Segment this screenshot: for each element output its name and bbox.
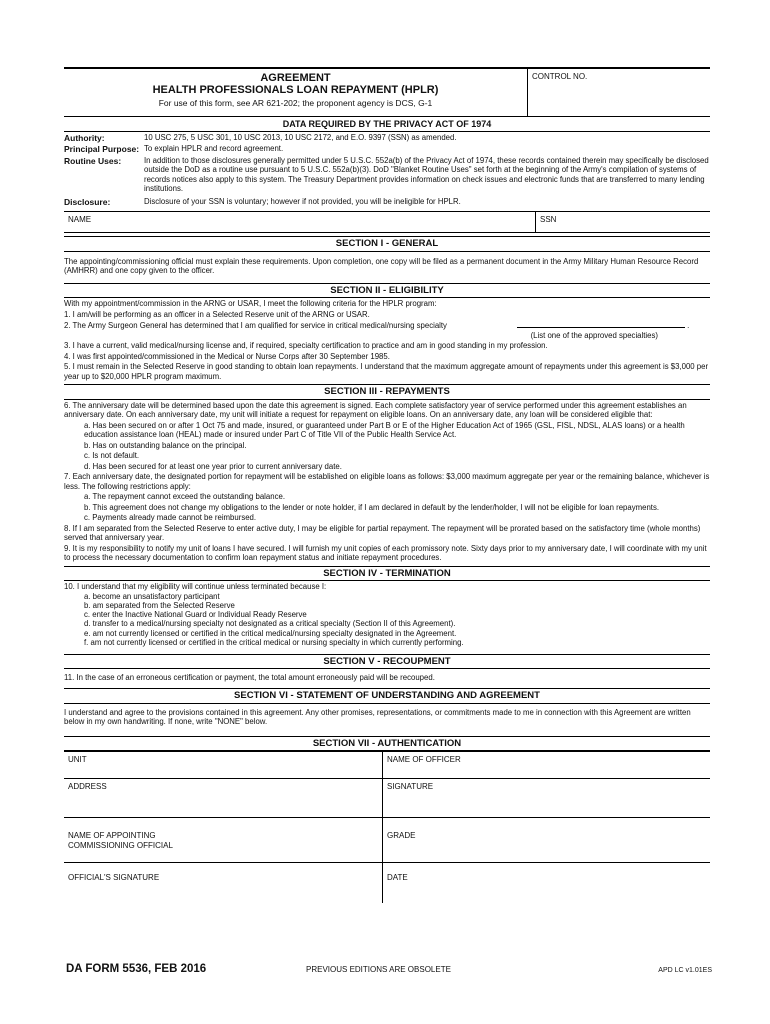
repayment-item-9: 9. It is my responsibility to notify my unit of loans I have secured. I will furnish my unit copies of each promissory note. Sixty days prior to my anniversary date, I will coordinate with my unit to process the necessary documentation to confirm loan repayment status and initiate repayment procedures. — [64, 543, 707, 563]
specialty-note: (List one of the approved specialties) — [530, 330, 658, 340]
authentication-grid — [64, 751, 710, 903]
form-header — [64, 67, 710, 117]
repayment-item-6: 6. The anniversary date will be determined based upon the date this agreement is signed. Each complete satisfactory year of service performed under this agreement establishes an anniversary date. On each anniversary date, my unit will initiate a request for repayment on eligible loans. On an anniversary date, any loan will be considered eligible that: — [64, 400, 687, 420]
commissioning-official-label: COMMISSIONING OFFICIAL — [68, 840, 173, 850]
date-label: DATE — [387, 873, 408, 883]
section-2-title: SECTION II - ELIGIBILITY — [64, 283, 710, 299]
control-number-label: CONTROL NO. — [532, 72, 588, 81]
grade-label: GRADE — [387, 831, 416, 841]
privacy-label: Principal Purpose: — [64, 144, 140, 155]
recoupment-text: 11. In the case of an erroneous certification or payment, the total amount erroneously paid will be recouped. — [64, 673, 435, 683]
termination-item-10: 10. I understand that my eligibility will continue unless terminated because I: — [64, 582, 327, 592]
auth-row — [64, 818, 710, 863]
termination-item-c: c. enter the Inactive National Guard or Individual Ready Reserve — [84, 610, 307, 620]
eligibility-item-2: 2. The Army Surgeon General has determined that I am qualified for service in critical medical/nursing specialty . — [64, 321, 690, 331]
name-label: NAME — [68, 215, 92, 225]
unit-field[interactable] — [64, 752, 383, 778]
privacy-label: Disclosure: — [64, 196, 111, 207]
privacy-row — [64, 144, 710, 154]
form-footer — [66, 962, 712, 976]
privacy-act-title: DATA REQUIRED BY THE PRIVACY ACT OF 1974 — [64, 117, 710, 132]
proponent-note: For use of this form, see AR 621-202; the proponent agency is DCS, G-1 — [158, 98, 433, 108]
auth-row — [64, 752, 710, 779]
eligibility-item-3: 3. I have a current, valid medical/nursing license and, if required, specialty certification to practice and am in good standing in my profession. — [64, 341, 548, 351]
privacy-row — [64, 197, 710, 207]
eligibility-item-5: 5. I must remain in the Selected Reserve in good standing to obtain loan repayments. I understand that the maximum aggregate amount of repayments under this agreement is $3,000 per year up to $20,000 HPLR program maximum. — [64, 362, 709, 381]
control-number-field[interactable] — [528, 69, 710, 116]
section-7-title: SECTION VII - AUTHENTICATION — [64, 736, 710, 752]
repayment-item-7c: c. Payments already made cannot be reimbursed. — [84, 513, 257, 523]
eligibility-intro: With my appointment/commission in the ARNG or USAR, I meet the following criteria for the HPLR program: — [64, 299, 437, 309]
signature-label: SIGNATURE — [387, 782, 434, 792]
privacy-text: In addition to those disclosures generally permitted under 5 U.S.C. 552a(b) of the Privacy Act of 1974, these records contained therein may specifically be disclosed outside the DoD as a routine use pursuant to 5 U.S.C. 552a(b)(3). DoD "Blanket Routine Uses" set forth at the beginning of the Army's compilation of systems of records notices also apply to this system. The Treasury Department provides information on check issues and electronic funds that are transferred to many lending institutions. — [144, 155, 709, 194]
section-6-title: SECTION VI - STATEMENT OF UNDERSTANDING AND AGREEMENT — [64, 688, 710, 704]
grade-field[interactable] — [383, 818, 710, 862]
privacy-text: Disclosure of your SSN is voluntary; however if not provided, you will be ineligible for HPLR. — [144, 196, 461, 206]
termination-item-b: b. am separated from the Selected Reserve — [84, 601, 235, 611]
section-1-text: The appointing/commissioning official must explain these requirements. Upon completion, one copy will be filed as a permanent document in the Army Military Human Resource Record (AMHRR) and one copy given to the officer. — [64, 256, 699, 276]
eligibility-item-1: 1. I am/will be performing as an officer in a Selected Reserve unit of the ARNG or USAR. — [64, 309, 370, 319]
auth-row — [64, 779, 710, 818]
privacy-label: Routine Uses: — [64, 155, 122, 166]
privacy-row — [64, 133, 710, 143]
termination-item-a: a. become an unsatisfactory participant — [84, 591, 220, 601]
repayment-item-7a: a. The repayment cannot exceed the outstanding balance. — [84, 492, 285, 502]
termination-item-f: f. am not currently licensed or certified in the critical medical or nursing specialty in which currently performing. — [84, 637, 464, 647]
date-field[interactable] — [383, 863, 710, 903]
privacy-row — [64, 156, 710, 194]
eligibility-item-4: 4. I was first appointed/commissioned in the Medical or Nurse Corps after 30 September 1985. — [64, 351, 390, 361]
ssn-field[interactable] — [536, 212, 710, 232]
repayment-item-6a: a. Has been secured on or after 1 Oct 75 and made, insured, or guaranteed under Part B or E of the Higher Education Act of 1965 (GSL, FISL, NDSL, ALAS loans) or a health education assistance loan (HEAL) made or insured under Part C of Title VII of the Public Health Service Act. — [84, 420, 685, 440]
privacy-label: Authority: — [64, 132, 105, 143]
termination-item-d: d. transfer to a medical/nursing specialty not designated as a critical specialty (Section II of this Agreement). — [84, 619, 456, 629]
signature-field[interactable] — [383, 779, 710, 817]
form-title: AGREEMENT — [260, 72, 331, 84]
privacy-text: 10 USC 275, 5 USC 301, 10 USC 2013, 10 USC 2172, and E.O. 9397 (SSN) as amended. — [144, 132, 457, 142]
official-signature-label: OFFICIAL'S SIGNATURE — [68, 873, 160, 883]
auth-row — [64, 863, 710, 903]
appointing-official-field[interactable] — [64, 818, 383, 862]
repayment-item-8: 8. If I am separated from the Selected Reserve to enter active duty, I may be eligible for partial repayment. The repayment will be prorated based on the satisfactory time (whole months) served that anniversary year. — [64, 523, 701, 543]
section-1-title: SECTION I - GENERAL — [64, 236, 710, 252]
section-5-title: SECTION V - RECOUPMENT — [64, 654, 710, 670]
repayment-item-6b: b. Has on outstanding balance on the principal. — [84, 440, 247, 450]
section-3-title: SECTION III - REPAYMENTS — [64, 384, 710, 400]
eligibility-item-2-text: 2. The Army Surgeon General has determined that I am qualified for service in critical medical/nursing specialty — [64, 321, 447, 331]
section-4-title: SECTION IV - TERMINATION — [64, 566, 710, 582]
form-number: DA FORM 5536, FEB 2016 — [66, 963, 207, 975]
repayment-item-7b: b. This agreement does not change my obligations to the lender or note holder, if I am declared in default by the lender/holder, I will not be eligible for loan repayments. — [84, 502, 660, 512]
name-ssn-row — [64, 211, 710, 233]
address-label: ADDRESS — [68, 782, 107, 792]
ssn-label: SSN — [540, 215, 557, 225]
termination-item-e: e. am not currently licensed or certified in the critical medical/nursing specialty designated in the Agreement. — [84, 628, 457, 638]
name-field[interactable] — [64, 212, 536, 232]
specialty-input[interactable] — [517, 320, 685, 328]
repayment-item-6c: c. Is not default. — [84, 451, 140, 461]
officer-name-label: NAME OF OFFICER — [387, 755, 461, 765]
version-label: APD LC v1.01ES — [658, 967, 712, 974]
agreement-statement: I understand and agree to the provisions contained in this agreement. Any other promises, representations, or commitments made to me in connection with this Agreement are written below in my own handwriting. If none, write "NONE" below. — [64, 707, 691, 727]
form-subtitle-title: HEALTH PROFESSIONALS LOAN REPAYMENT (HPLR) — [152, 84, 439, 96]
privacy-text: To explain HPLR and record agreement. — [144, 144, 284, 154]
title-block — [64, 69, 528, 116]
unit-label: UNIT — [68, 755, 87, 765]
repayment-item-6d: d. Has been secured for at least one year prior to current anniversary date. — [84, 461, 342, 471]
appointing-official-label: NAME OF APPOINTING — [68, 831, 156, 841]
officer-name-field[interactable] — [383, 752, 710, 778]
form — [64, 67, 710, 903]
address-field[interactable] — [64, 779, 383, 817]
repayment-item-7: 7. Each anniversary date, the designated portion for repayment will be established on eligible loans as follows: $3,000 maximum aggregate per year or the remaining balance, whichever is less. The following restrictions apply: — [64, 472, 710, 491]
editions-notice: PREVIOUS EDITIONS ARE OBSOLETE — [306, 965, 451, 974]
official-signature-field[interactable] — [64, 863, 383, 903]
